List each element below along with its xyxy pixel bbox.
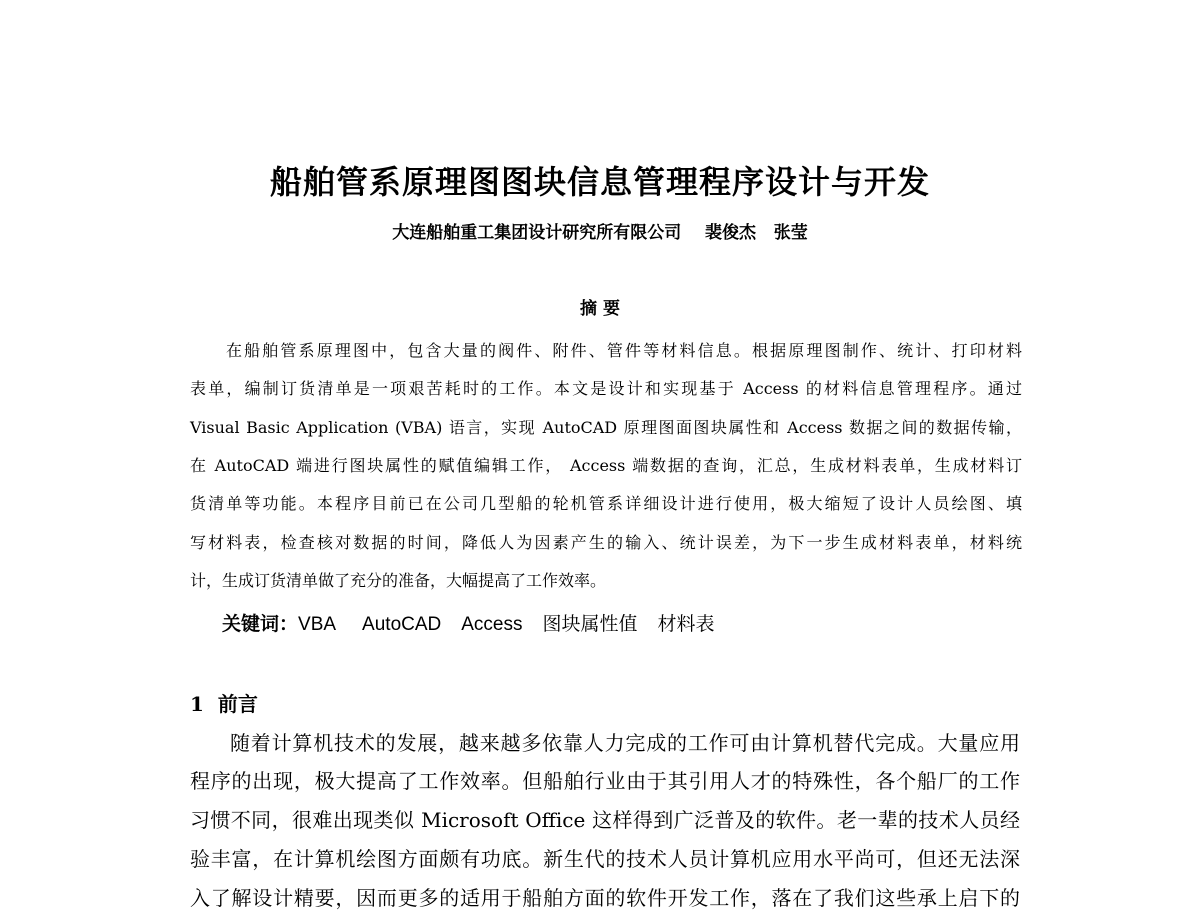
author-affiliation-line: 大连船舶重工集团设计研究所有限公司 裴俊杰 张莹 — [392, 223, 808, 243]
body-text-line: 入了解设计精要，因而更多的适用于船舶方面的软件开发工作，落在了我们这些承上启下的 — [190, 886, 1020, 910]
keywords-line — [222, 610, 741, 639]
body-text-line: 随着计算机技术的发展，越来越多依靠人力完成的工作可由计算机替代完成。大量应用 — [230, 731, 1020, 755]
keyword: VBA — [298, 614, 337, 635]
keyword: 材料表 — [657, 613, 715, 635]
keywords-label: 关键词： — [222, 613, 299, 635]
paper-title: 船舶管系原理图图块信息管理程序设计与开发 — [269, 163, 930, 201]
abstract-heading: 摘 要 — [580, 299, 620, 319]
abstract-line: 计，生成订货清单做了充分的准备，大幅提高了工作效率。 — [190, 571, 607, 590]
abstract-line: 货清单等功能。本程序目前已在公司几型船的轮机管系详细设计进行使用，极大缩短了设计人员绘图、填 — [190, 494, 1022, 513]
abstract-line: 表单，编制订货清单是一项艰苦耗时的工作。本文是设计和实现基于 Access 的材料信息管理程序。通过 — [190, 379, 1022, 398]
abstract-line: 在船舶管系原理图中，包含大量的阀件、附件、管件等材料信息。根据原理图制作、统计、打印材料 — [226, 341, 1022, 360]
keyword: AutoCAD — [362, 614, 442, 635]
section-heading: 1 前言 — [190, 692, 258, 716]
body-text-line: 习惯不同，很难出现类似 Microsoft Office 这样得到广泛普及的软件。老一辈的技术人员经 — [190, 808, 1020, 832]
body-text-line: 验丰富，在计算机绘图方面颇有功底。新生代的技术人员计算机应用水平尚可，但还无法深 — [190, 847, 1020, 871]
abstract-line: 写材料表，检查核对数据的时间，降低人为因素产生的输入、统计误差，为下一步生成材料表单，材料统 — [190, 533, 1022, 552]
abstract-line: Visual Basic Application (VBA) 语言，实现 AutoCAD 原理图面图块属性和 Access 数据之间的数据传输， — [190, 418, 1022, 437]
keyword: 图块属性值 — [542, 613, 638, 635]
keyword: Access — [461, 614, 523, 635]
body-text-line: 程序的出现，极大提高了工作效率。但船舶行业由于其引用人才的特殊性，各个船厂的工作 — [190, 769, 1020, 793]
abstract-line: 在 AutoCAD 端进行图块属性的赋值编辑工作， Access 端数据的查询，汇总，生成材料表单，生成材料订 — [190, 456, 1022, 475]
